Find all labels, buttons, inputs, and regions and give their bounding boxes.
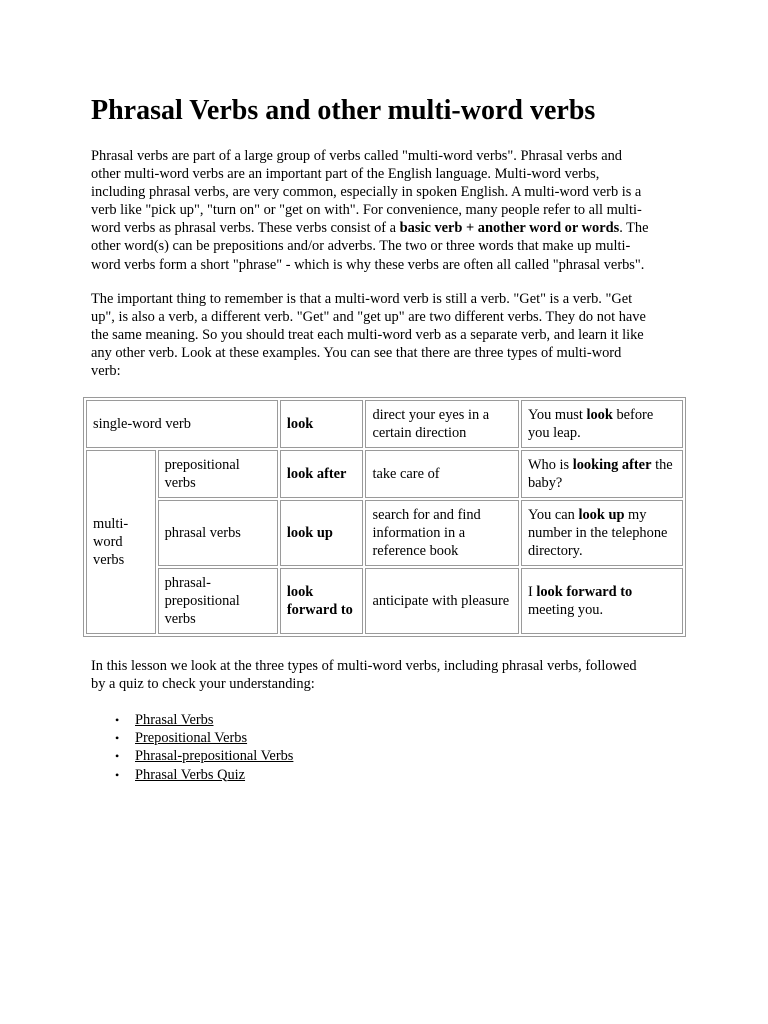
text-line: other word(s) can be prepositions and/or adverbs. The two or three words that make up multi- [91,238,631,255]
text-line: verb: [91,363,121,380]
verb-type-cell: single-word verb [86,400,278,448]
lesson-intro-paragraph [91,657,681,693]
meaning-cell: take care of [365,450,518,498]
table-row [86,450,683,498]
example-verb: look forward to [536,584,633,600]
verb-cell [280,450,364,498]
verb-subtype-cell: phrasal-prepositional verbs [158,568,278,634]
verb-bold: look up [286,525,333,541]
link-phrasal-prepositional-verbs[interactable]: Phrasal-prepositional Verbs [135,748,294,765]
example-cell [521,400,683,448]
group-label-cell: multi-word verbs [86,450,156,634]
text-line: by a quiz to check your understanding: [91,676,315,693]
lesson-links-list [115,711,293,784]
bullet-icon: • [115,749,120,764]
verb-types-table [83,397,686,637]
example-text: You must [527,407,587,423]
list-item [115,711,293,729]
verb-cell [280,500,364,566]
example-verb: looking after [572,457,652,473]
meaning-cell: anticipate with pleasure [365,568,518,634]
text-line: other multi-word verbs are an important part of the English language. Multi-word verbs, [91,166,600,183]
list-item [115,747,294,765]
example-cell [521,450,683,498]
text-line: including phrasal verbs, are very common, especially in spoken English. A multi-word verb is a [91,184,642,201]
example-text: meeting you. [527,602,604,618]
text-line: word verbs form a short "phrase" - which is why these verbs are often all called "phrasal verbs". [91,256,645,273]
example-text: You can [527,507,579,523]
example-text: my number in the telephone directory. [527,507,668,559]
example-cell [521,568,683,634]
text-line: the same meaning. So you should treat each multi-word verb as a separate verb, and learn it like [91,327,644,344]
bullet-icon: • [115,713,120,727]
verb-cell [280,400,364,448]
meaning-cell: search for and find information in a reference book [365,500,518,566]
example-verb: look up [578,507,625,523]
link-phrasal-verbs[interactable]: Phrasal Verbs [135,712,214,728]
verb-subtype-cell: prepositional verbs [158,450,278,498]
explanation-paragraph [91,290,681,380]
example-text: the baby? [527,457,673,491]
verb-bold: look forward to [286,584,353,618]
table-row [86,568,683,634]
page-title: Phrasal Verbs and other multi-word verbs [91,95,596,126]
verb-cell [280,568,364,634]
text-line: Phrasal verbs are part of a large group of verbs called "multi-word verbs". Phrasal verbs and [91,148,622,164]
bullet-icon: • [115,767,120,782]
example-verb: look [586,407,613,423]
bullet-icon: • [115,731,120,746]
intro-paragraph [91,147,681,274]
text-segment: . The [619,220,649,237]
example-text: I [527,584,537,600]
text-segment: word verbs as phrasal verbs. These verbs consist of a [91,220,400,237]
text-line: verb like "pick up", "turn on" or "get on with". For convenience, many people refer to all multi- [91,202,642,219]
text-line: up", is also a verb, a different verb. "Get" and "get up" are two different verbs. They do not have [91,309,646,326]
verb-subtype-cell: phrasal verbs [158,500,278,566]
verb-bold: look [286,416,314,432]
text-line [91,219,681,237]
list-item [115,766,293,784]
verb-bold: look after [286,466,347,482]
table-row [86,400,683,448]
table-row [86,500,683,566]
example-cell [521,500,683,566]
text-line: The important thing to remember is that a multi-word verb is still a verb. "Get" is a verb. "Get [91,291,633,307]
link-prepositional-verbs[interactable]: Prepositional Verbs [135,730,248,747]
text-line: In this lesson we look at the three types of multi-word verbs, including phrasal verbs, followed [91,658,637,674]
example-text: Who is [527,457,573,473]
example-text: before you leap. [527,407,654,441]
link-phrasal-verbs-quiz[interactable]: Phrasal Verbs Quiz [135,766,246,783]
meaning-cell: direct your eyes in a certain direction [365,400,518,448]
list-item [115,729,293,747]
bold-phrase: basic verb + another word or words [399,220,620,237]
text-line: any other verb. Look at these examples. You can see that there are three types of multi-word [91,345,622,362]
